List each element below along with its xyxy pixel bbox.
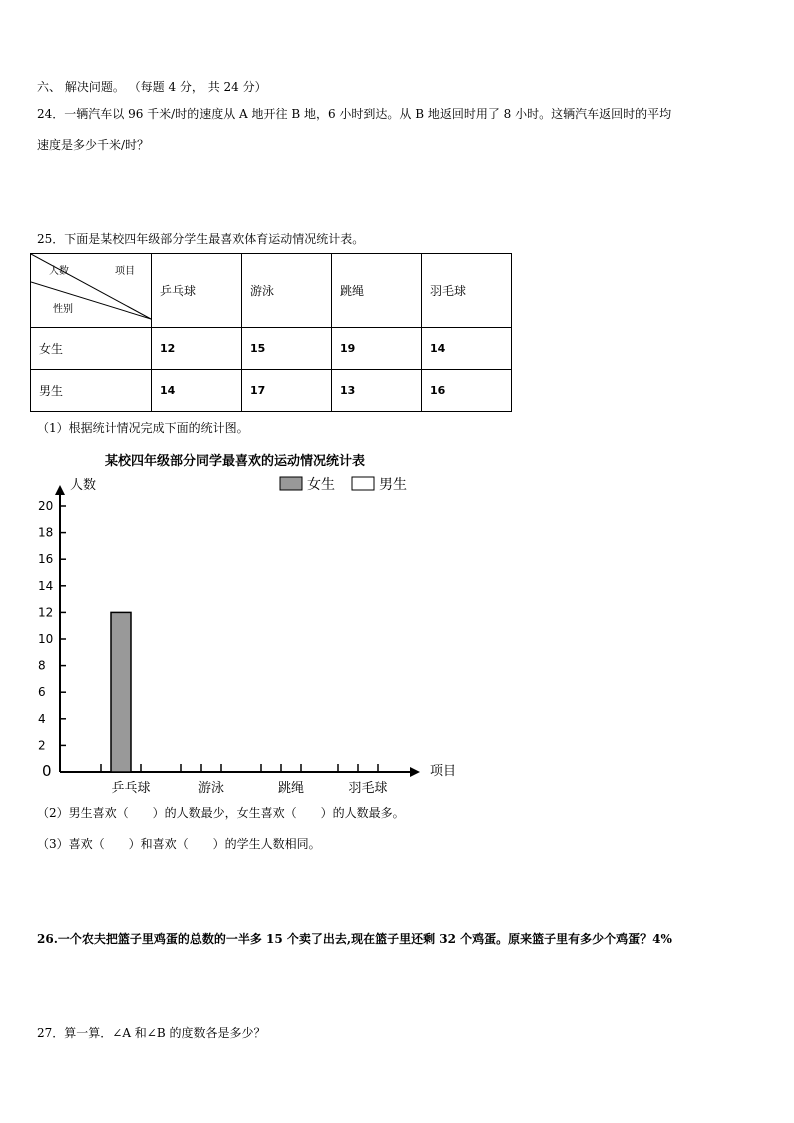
y-tick-label: 16: [38, 552, 54, 567]
q24-line2: 速度是多少千米/时？: [37, 138, 150, 152]
cell-value: 14: [422, 328, 512, 370]
y-tick-label: 8: [38, 658, 46, 673]
header-cell: 羽毛球: [422, 254, 512, 328]
header-cell: 跳绳: [332, 254, 422, 328]
x-axis-arrow: [410, 767, 420, 777]
y-tick-label: 0: [42, 762, 52, 780]
q24-line1: 24．一辆汽车以 96 千米/时的速度从 A 地开往 B 地，6 小时到达。从 B 地返回时用了 8 小时。这辆汽车返回时的平均: [37, 107, 672, 121]
bar-chart: [0, 440, 794, 800]
corner-label-item: 项目: [115, 266, 135, 277]
corner-label-gender: 性别: [53, 304, 73, 315]
q25-intro: 25．下面是某校四年级部分学生最喜欢体育运动情况统计表。: [37, 232, 365, 246]
cell-value: 16: [422, 370, 512, 412]
y-tick-label: 12: [38, 605, 54, 620]
section-header: 六、 解决问题。 （每题 4 分， 共 24 分）: [37, 80, 267, 94]
cell-value: 15: [242, 328, 332, 370]
corner-cell: [31, 254, 152, 328]
table-header-row: [31, 254, 512, 328]
y-tick-label: 4: [38, 711, 46, 726]
q26-text: 26.一个农夫把篮子里鸡蛋的总数的一半多 15 个卖了出去,现在篮子里还剩 32 个鸡蛋。原来篮子里有多少个鸡蛋？4%: [37, 932, 672, 946]
x-category-label: 乒乓球: [111, 781, 151, 796]
x-categories: [101, 764, 388, 796]
bar-女生: [111, 612, 131, 772]
cell-value: 13: [332, 370, 422, 412]
chart-axes: [55, 485, 420, 777]
y-tick-label: 20: [38, 499, 54, 513]
y-ticks: [38, 499, 66, 780]
y-axis-label: 人数: [70, 478, 97, 493]
y-axis-arrow: [55, 485, 65, 495]
y-tick-label: 6: [38, 685, 46, 700]
y-tick-label: 2: [38, 738, 46, 753]
cell-value: 17: [242, 370, 332, 412]
y-tick-label: 14: [38, 578, 54, 593]
header-cell: 游泳: [242, 254, 332, 328]
x-axis-label: 项目: [430, 764, 457, 779]
stats-table: [30, 253, 512, 412]
legend-label-male: 男生: [379, 477, 407, 493]
chart-title: 某校四年级部分同学最喜欢的运动情况统计表: [104, 454, 366, 469]
q25-sub2: （2）男生喜欢（ ）的人数最少，女生喜欢（ ）的人数最多。: [37, 806, 405, 820]
q25-sub3: （3）喜欢（ ）和喜欢（ ）的学生人数相同。: [37, 837, 321, 851]
corner-label-count: 人数: [49, 266, 69, 277]
table-row: [31, 370, 512, 412]
table-row: [31, 328, 512, 370]
x-category-label: 跳绳: [277, 781, 305, 796]
row-label: 女生: [31, 328, 152, 370]
legend-swatch-female: [280, 477, 302, 490]
header-cell: 乒乓球: [152, 254, 242, 328]
legend-swatch-male: [352, 477, 374, 490]
y-tick-label: 10: [38, 632, 54, 646]
q25-sub1: （1）根据统计情况完成下面的统计图。: [37, 421, 249, 435]
q27-text: 27．算一算．∠A 和∠B 的度数各是多少？: [37, 1026, 266, 1040]
cell-value: 12: [152, 328, 242, 370]
cell-value: 14: [152, 370, 242, 412]
y-tick-label: 18: [38, 525, 54, 540]
legend-label-female: 女生: [307, 477, 335, 493]
chart-legend: [280, 476, 407, 493]
cell-value: 19: [332, 328, 422, 370]
row-label: 男生: [31, 370, 152, 412]
bars: [111, 612, 131, 772]
x-category-label: 游泳: [197, 781, 225, 796]
x-category-label: 羽毛球: [348, 781, 388, 796]
